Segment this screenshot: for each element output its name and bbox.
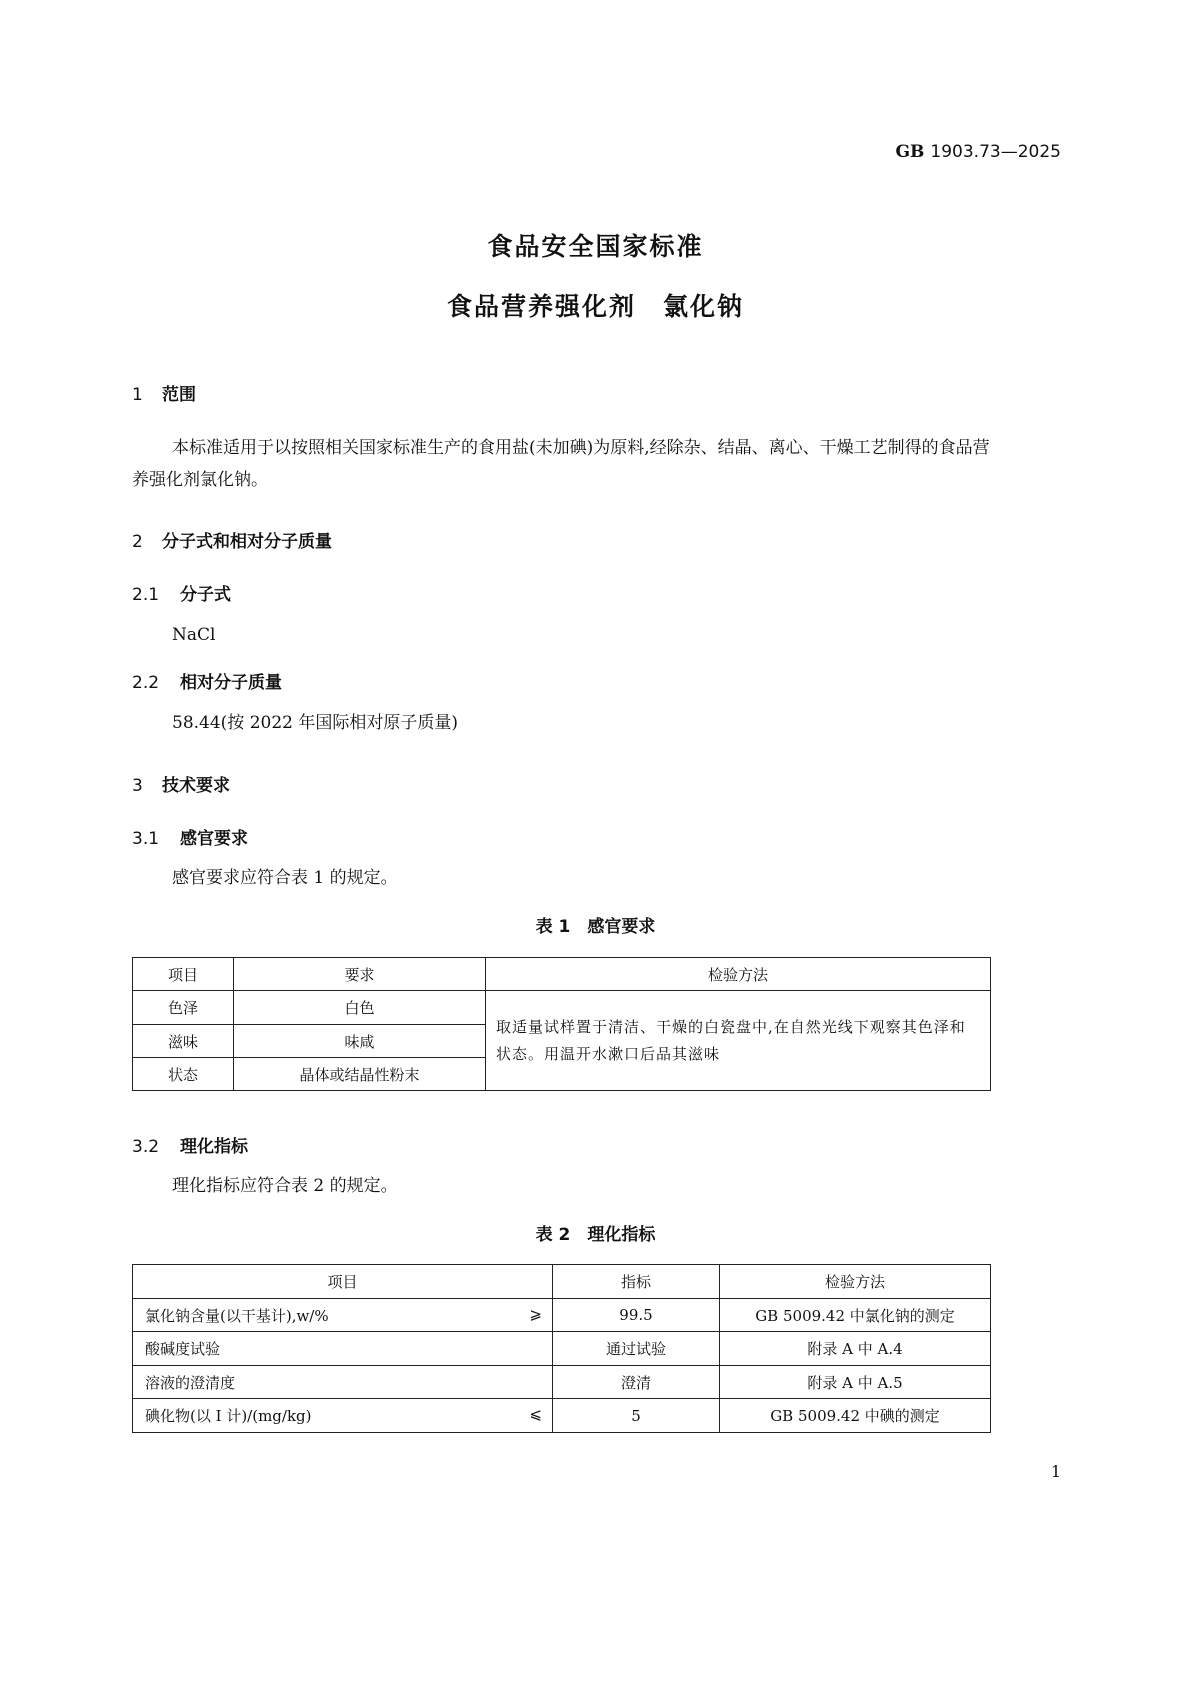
table-cell: 通过试验 — [553, 1332, 720, 1366]
code-number: 1903.73—2025 — [930, 142, 1061, 162]
document-subtitle: 食品营养强化剂 氯化钠 — [446, 292, 744, 321]
table-row — [133, 1332, 991, 1366]
table-cell: 味咸 — [234, 1025, 486, 1058]
table-1 — [132, 957, 991, 1091]
section-1-heading — [132, 380, 196, 405]
section-number: 1 — [132, 385, 143, 405]
table-cell-item — [133, 1332, 553, 1366]
code-prefix: GB — [895, 142, 925, 162]
section-2-heading — [132, 527, 332, 552]
table-cell: 附录 A 中 A.5 — [720, 1366, 991, 1399]
table-cell: GB 5009.42 中碘的测定 — [720, 1399, 991, 1433]
section-3-2-heading — [132, 1132, 248, 1157]
table-1-caption: 表 1 感官要求 — [535, 917, 656, 937]
section-title: 感官要求 — [180, 829, 248, 849]
table-cell: 状态 — [133, 1058, 234, 1091]
section-3-2-body: 理化指标应符合表 2 的规定。 — [172, 1176, 398, 1196]
table-header-cell: 检验方法 — [720, 1265, 991, 1299]
table-cell-item — [133, 1399, 553, 1433]
section-title: 分子式 — [180, 585, 231, 605]
table-2-caption: 表 2 理化指标 — [535, 1225, 656, 1245]
table-cell: 5 — [553, 1399, 720, 1433]
table-header-cell: 要求 — [234, 958, 486, 991]
section-title: 相对分子质量 — [180, 673, 282, 693]
table-cell: GB 5009.42 中氯化钠的测定 — [720, 1299, 991, 1332]
table-header-cell: 项目 — [133, 958, 234, 991]
section-3-1-body: 感官要求应符合表 1 的规定。 — [172, 868, 398, 888]
section-3-heading — [132, 771, 230, 796]
less-equal-sign: ⩽ — [529, 1405, 542, 1423]
section-title: 范围 — [162, 385, 196, 405]
item-label: 酸碱度试验 — [145, 1340, 221, 1358]
section-1-body: 本标准适用于以按照相关国家标准生产的食用盐(未加碘)为原料,经除杂、结晶、离心、干燥工艺制得的食品营养强化剂氯化钠。 — [132, 438, 990, 490]
table-row — [133, 1366, 991, 1399]
section-2-2-heading — [132, 668, 282, 693]
item-label: 溶液的澄清度 — [145, 1373, 236, 1392]
table-header-cell: 项目 — [133, 1265, 553, 1299]
table-cell: 色泽 — [133, 991, 234, 1025]
table-2 — [132, 1264, 991, 1433]
table-row — [133, 1299, 991, 1332]
molecular-formula: NaCl — [172, 625, 216, 645]
table-cell: 晶体或结晶性粉末 — [234, 1058, 486, 1091]
table-row — [133, 1399, 991, 1433]
table-cell-method: 取适量试样置于清洁、干燥的白瓷盘中,在自然光线下观察其色泽和状态。用温开水漱口后品其滋味 — [486, 991, 991, 1091]
section-3-1-heading — [132, 824, 248, 849]
greater-equal-sign: ⩾ — [529, 1304, 542, 1323]
molecular-mass: 58.44(按 2022 年国际相对原子质量) — [172, 713, 459, 733]
document-title: 食品安全国家标准 — [487, 232, 704, 261]
table-cell-item — [133, 1299, 553, 1332]
table-header-cell: 检验方法 — [486, 958, 991, 991]
standard-code — [896, 142, 1061, 162]
item-label: 氯化钠含量(以干基计),w/% — [145, 1306, 329, 1325]
section-number: 2.2 — [132, 673, 160, 693]
section-title: 分子式和相对分子质量 — [162, 532, 332, 552]
table-header-row — [133, 1265, 991, 1299]
section-2-1-heading — [132, 580, 231, 605]
section-title: 技术要求 — [162, 776, 230, 796]
section-number: 3 — [132, 776, 143, 796]
table-cell-item — [133, 1366, 553, 1399]
section-number: 3.2 — [132, 1137, 160, 1157]
table-cell: 滋味 — [133, 1025, 234, 1058]
table-cell: 附录 A 中 A.4 — [720, 1332, 991, 1366]
table-cell: 99.5 — [553, 1299, 720, 1332]
section-number: 2.1 — [132, 585, 160, 605]
section-number: 3.1 — [132, 829, 160, 849]
table-cell: 澄清 — [553, 1366, 720, 1399]
page-number: 1 — [1050, 1462, 1061, 1481]
table-header-row — [133, 958, 991, 991]
section-title: 理化指标 — [180, 1137, 248, 1157]
item-label: 碘化物(以 I 计)/(mg/kg) — [145, 1407, 312, 1425]
table-cell: 白色 — [234, 991, 486, 1025]
table-header-cell: 指标 — [553, 1265, 720, 1299]
table-row — [133, 991, 991, 1025]
section-number: 2 — [132, 532, 143, 552]
